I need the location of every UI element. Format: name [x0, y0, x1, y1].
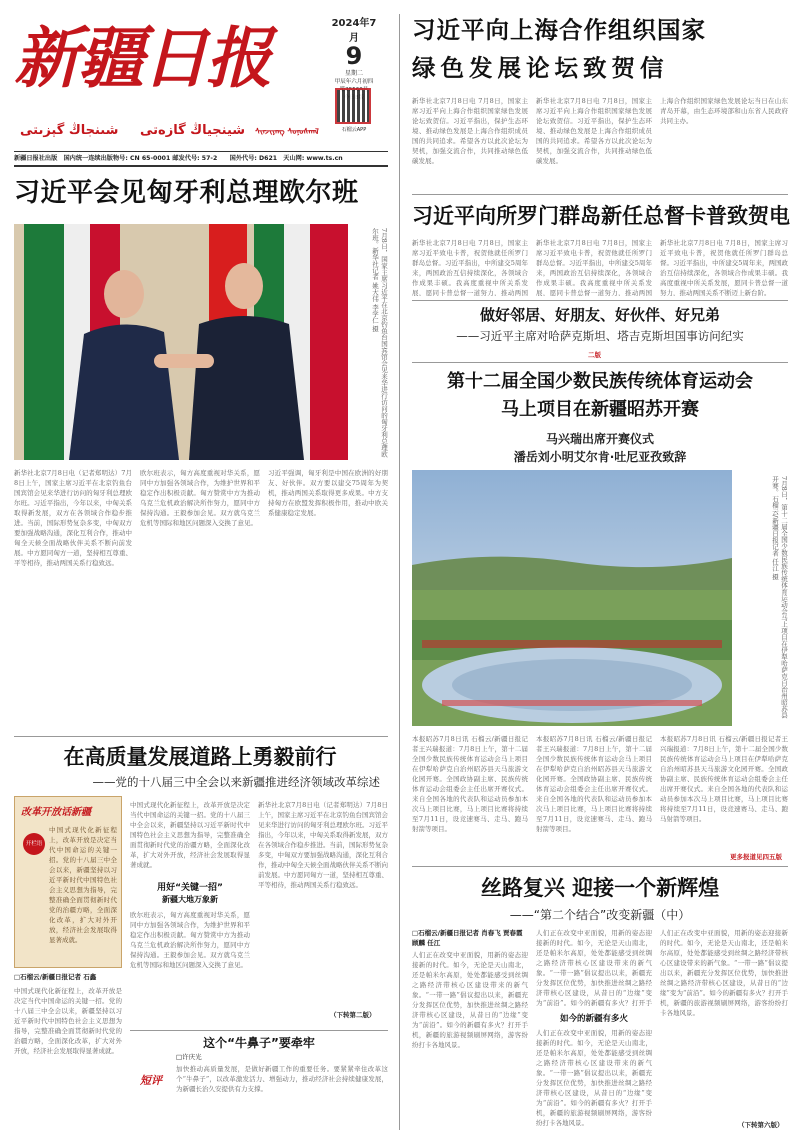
- games-body-col-3: 本报昭苏7月8日讯 石榴云/新疆日报记者王兴瑞报道：7月8日上午，第十二届全国少数民族传统体育运动会马上项目在伊犁哈萨克自治州昭苏县天马旅游文化园开赛。全国政协副主席、民族传统体育运动会组委会主任出席开赛仪式。来自全国各地的代表队和运动员参加本次马上项目比赛，马上项目比赛将持续至7月11日，设竞速赛马、走马、跑马射箭等项目。: [660, 735, 788, 823]
- weekday: 星期二: [344, 70, 363, 77]
- lead-body-col-1: 新华社北京7月8日电（记者郑明达）7月8日上午，国家主席习近平在北京钓鱼台国宾馆会见来华进行访问的匈牙利总理欧尔班。习近平指出，今年以来，中匈关系取得新发展，双方在各领域合作稳步推进。当前，国际形势复杂多变，中匈双方要加强战略沟通，深化互利合作，推动中匈全天候全面战略伙伴关系不断向前发展。中方愿同匈方一道，坚持相互尊重、平等相待，推动两国关系行稳致远。: [14, 469, 132, 567]
- reform-body-col-3: 新华社北京7月8日电（记者郑明达）7月8日上午，国家主席习近平在北京钓鱼台国宾馆会见来华进行访问的匈牙利总理欧尔班。习近平指出，今年以来，中匈关系取得新发展，双方在各领域合作稳步推进。当前，国际形势复杂多变，中匈双方要加强战略沟通，深化互利合作，推动中匈全天候全面战略伙伴关系不断向前发展。中方愿同匈方一道，坚持相互尊重、平等相待，推动两国关系行稳致远。: [258, 801, 388, 889]
- mongol-title: ᠰᠢᠨᠵᠢᠶᠠᠩ ᠰᠣᠨᠣᠰᠬᠠᠯ: [255, 127, 319, 136]
- lead-body-col-3: 习近平强调，匈牙利是中国在欧洲的好朋友、好伙伴。双方要以建交75周年为契机，推动两国关系取得更多成果。中方支持匈方在欧盟发挥积极作用，推动中欧关系健康稳定发展。: [268, 469, 388, 517]
- reform-byline: □石榴云/新疆日报记者 石鑫: [14, 973, 97, 981]
- games-sub-1: 马兴瑞出席开赛仪式: [545, 432, 654, 446]
- silk-road-byline: □石榴云/新疆日报记者 肖春飞 贾春霞 顾麟 任江: [412, 929, 523, 947]
- kazakh-title: شينجياڭ گازەتى: [140, 123, 246, 138]
- lead-body-col-2: 欧尔班表示，匈方高度重视对华关系，愿同中方加强各领域合作，为维护世界和平稳定作出积极贡献。匈方赞赏中方为推动乌克兰危机政治解决所作努力，愿同中方保持沟通。王毅参加会见。双方就乌克兰危机等国际和地区问题深入交换了意见。: [140, 469, 260, 527]
- publisher-info-bar: 新疆日报社出版 国内统一连续出版物号: CN 65-0001 邮发代号: 57-2 国外代号: D621 天山网: www.ts.cn: [14, 155, 343, 162]
- silk-road-section-head: 如今的新疆有多火: [559, 1014, 628, 1024]
- more-coverage-badge: 更多报道见四五版: [730, 853, 782, 861]
- reform-subheadline: ——党的十八届三中全会以来新疆推进经济领域改革综述: [92, 775, 380, 789]
- games-photo-image: [412, 470, 732, 726]
- reform-tag-intro: 开栏语: [23, 833, 45, 855]
- solomon-body-col-2: 新华社北京7月8日电 7月8日，国家主席习近平致电卡普，祝贺他就任所罗门群岛总督。习近平指出，中所建交5周年来，两国政治互信持续深化，各领域合作成果丰硕。我高度重视中所关系发展，愿同卡普总督一道努力，推动两国: [536, 239, 652, 296]
- reform-tag: 改革开放话新疆: [21, 807, 91, 818]
- reform-tag-text: 中国式现代化新征程上，改革开放是决定当代中国命运的关键一招。党的十八届三中全会以来，新疆坚持以习近平新时代中国特色社会主义思想为指导，完整准确全面贯彻新时代党的治疆方略，全面深化改革，扩大对外开放，经济社会发展取得显著成就。: [49, 826, 117, 944]
- qr-caption: 石榴云APP: [341, 127, 367, 133]
- sco-body-col-3: 上海合作组织国家绿色发展论坛当日在山东青岛开幕，由生态环境部和山东省人民政府共同主办。: [660, 97, 788, 125]
- silk-road-continued: （下转第六版）: [738, 1121, 784, 1129]
- silk-road-body-col-2: 人们正在改变中亚面貌，用新的姿态迎接新的时代。如今，无论是天山南北，还是帕米尔高原，处处都能感受到丝绸之路经济带核心区建设带来的新气象。“一带一路”倡议提出以来，新疆充分发挥区位优势，加快推进丝绸之路经济带核心区建设，从昔日的“边缘”变为“前沿”。如今的新疆有多火？打开手: [536, 929, 652, 1007]
- central-asia-subheadline: ——习近平主席对哈萨克斯坦、塔吉克斯坦国事访问纪实: [456, 329, 744, 343]
- masthead-title: 新疆日报: [14, 19, 270, 97]
- lead-photo-image: [14, 224, 348, 460]
- silk-road-headline: 丝路复兴 迎接一个新辉煌: [480, 876, 720, 900]
- uyghur-title: شىنجاڭ گېزىتى: [20, 123, 119, 138]
- solomon-body-col-3: 新华社北京7月8日电 7月8日，国家主席习近平致电卡普，祝贺他就任所罗门群岛总督。习近平指出，中所建交5周年来，两国政治互信持续深化，各领域合作成果丰硕。我高度重视中所关系发展，愿同卡普总督一道努力，推动两国关系不断迈上新台阶。: [660, 239, 788, 296]
- central-asia-page-pointer: 二版: [588, 351, 601, 359]
- commentary-headline: 这个“牛鼻子”要牵牢: [203, 1036, 315, 1050]
- reform-tag-box: [14, 796, 122, 968]
- games-body-col-1: 本报昭苏7月8日讯 石榴云/新疆日报记者王兴瑞报道：7月8日上午，第十二届全国少数民族传统体育运动会马上项目在伊犁哈萨克自治州昭苏县天马旅游文化园开赛。全国政协副主席、民族传统体育运动会组委会主任出席开赛仪式。来自全国各地的代表队和运动员参加本次马上项目比赛，马上项目比赛将持续至7月11日，设竞速赛马、走马、跑马射箭等项目。: [412, 735, 528, 833]
- silk-road-body-col-1: 人们正在改变中亚面貌，用新的姿态迎接新的时代。如今，无论是天山南北，还是帕米尔高原，处处都能感受到丝绸之路经济带核心区建设带来的新气象。“一带一路”倡议提出以来，新疆充分发挥区位优势，加快推进丝绸之路经济带核心区建设，从昔日的“边缘”变为“前沿”。如今的新疆有多火？打开手机，新疆的旅游视频刷屏网络，游客纷纷打卡各地风景。: [412, 951, 528, 1049]
- games-body-col-2: 本报昭苏7月8日讯 石榴云/新疆日报记者王兴瑞报道：7月8日上午，第十二届全国少数民族传统体育运动会马上项目在伊犁哈萨克自治州昭苏县天马旅游文化园开赛。全国政协副主席、民族传统体育运动会组委会主任出席开赛仪式。来自全国各地的代表队和运动员参加本次马上项目比赛，马上项目比赛将持续至7月11日，设竞速赛马、走马、跑马射箭等项目。: [536, 735, 652, 833]
- silk-road-body-col-3: 人们正在改变中亚面貌，用新的姿态迎接新的时代。如今，无论是天山南北，还是帕米尔高原，处处都能感受到丝绸之路经济带核心区建设带来的新气象。“一带一路”倡议提出以来，新疆充分发挥区位优势，加快推进丝绸之路经济带核心区建设，从昔日的“边缘”变为“前沿”。如今的新疆有多火？打开手机，新疆的旅游视频刷屏网络，游客纷纷打卡各地风景。: [660, 929, 788, 1017]
- date-line: 2024年7月: [331, 18, 377, 44]
- sco-body-col-2: 新华社北京7月8日电 7月8日，国家主席习近平向上海合作组织国家绿色发展论坛致贺信。习近平指出，保护生态环境、推动绿色发展是上海合作组织成员国的共同追求。希望各方以此次论坛为契机，加强交流合作，共同推动绿色低碳发展。: [536, 97, 652, 165]
- games-headline-line1: 第十二届全国少数民族传统体育运动会: [447, 371, 753, 392]
- games-sub-2: 潘岳刘小明艾尔肯·吐尼亚孜致辞: [513, 450, 687, 464]
- lead-photo: [14, 224, 348, 460]
- central-asia-headline: 做好邻居、好朋友、好伙伴、好兄弟: [479, 306, 720, 324]
- games-photo: [412, 470, 732, 726]
- reform-headline: 在高质量发展道路上勇毅前行: [63, 745, 337, 769]
- qr-code: [335, 88, 371, 124]
- sco-body-col-1: 新华社北京7月8日电 7月8日，国家主席习近平向上海合作组织国家绿色发展论坛致贺信。习近平指出，保护生态环境、推动绿色发展是上海合作组织成员国的共同追求。希望各方以此次论坛为契机，加强交流合作，共同推动绿色低碳发展。: [412, 97, 528, 165]
- games-headline-line2: 马上项目在新疆昭苏开赛: [501, 399, 699, 420]
- solomon-headline: 习近平向所罗门群岛新任总督卡普致贺电: [412, 204, 790, 228]
- lead-photo-caption: 7月8日，国家主席习近平在北京钓鱼台国宾馆会见来华进行访问的匈牙利总理欧尔班。新华社记者 姚大伟 李学仁 摄: [371, 228, 388, 458]
- date-day: 9: [345, 42, 363, 70]
- commentary-body: 加快推动高质量发展，是做好新疆工作的重要任务。要紧紧牵住改革这个“牛鼻子”，以改革激发活力、增强动力，推动经济社会持续健康发展，为新疆长治久安提供有力支撑。: [176, 1065, 388, 1093]
- reform-body-col-1: 中国式现代化新征程上，改革开放是决定当代中国命运的关键一招。党的十八届三中全会以来，新疆坚持以习近平新时代中国特色社会主义思想为指导，完整准确全面贯彻新时代党的治疆方略，全面深化改革，扩大对外开放，经济社会发展取得显著成就。: [14, 987, 122, 1055]
- reform-body-col-2: 中国式现代化新征程上，改革开放是决定当代中国命运的关键一招。党的十八届三中全会以来，新疆坚持以习近平新时代中国特色社会主义思想为指导，完整准确全面贯彻新时代党的治疆方略，全面深化改革，扩大对外开放，经济社会发展取得显著成就。: [130, 801, 250, 869]
- lead-headline: 习近平会见匈牙利总理欧尔班: [14, 178, 359, 208]
- reform-subhead-1: 用好“关键一招”: [157, 883, 223, 893]
- sco-headline-line1: 习近平向上海合作组织国家: [412, 16, 706, 44]
- lunar-date: 甲辰年六月初四: [334, 79, 374, 85]
- reform-continued: （下转第二版）: [330, 1011, 376, 1019]
- commentary-tag: 短评: [140, 1074, 162, 1087]
- games-photo-caption: 7月8日，第十二届全国少数民族传统体育运动会马上项目在伊犁哈萨克自治州昭苏县开赛。石榴云/新疆日报记者 任江 摄: [771, 476, 788, 719]
- solomon-body-col-1: 新华社北京7月8日电 7月8日，国家主席习近平致电卡普，祝贺他就任所罗门群岛总督。习近平指出，中所建交5周年来，两国政治互信持续深化，各领域合作成果丰硕。我高度重视中所关系发展，愿同卡普总督一道努力，推动两国: [412, 239, 528, 296]
- silk-road-body-col-2b: 人们正在改变中亚面貌，用新的姿态迎接新的时代。如今，无论是天山南北，还是帕米尔高原，处处都能感受到丝绸之路经济带核心区建设带来的新气象。“一带一路”倡议提出以来，新疆充分发挥区位优势，加快推进丝绸之路经济带核心区建设，从昔日的“边缘”变为“前沿”。如今的新疆有多火？打开手机，新疆的旅游视频刷屏网络，游客纷纷打卡各地风景。: [536, 1029, 652, 1127]
- commentary-byline: □许庆光: [176, 1053, 202, 1061]
- reform-body-col-2b: 欧尔班表示，匈方高度重视对华关系，愿同中方加强各领域合作，为维护世界和平稳定作出积极贡献。匈方赞赏中方为推动乌克兰危机政治解决所作努力，愿同中方保持沟通。王毅参加会见。双方就乌克兰危机等国际和地区问题深入交换了意见。: [130, 911, 250, 969]
- silk-road-subheadline: ——“第二个结合”改变新疆（中）: [509, 908, 691, 922]
- reform-subhead-2: 新疆大地万象新: [162, 895, 218, 904]
- sco-headline-line2: 绿色发展论坛致贺信: [412, 54, 669, 82]
